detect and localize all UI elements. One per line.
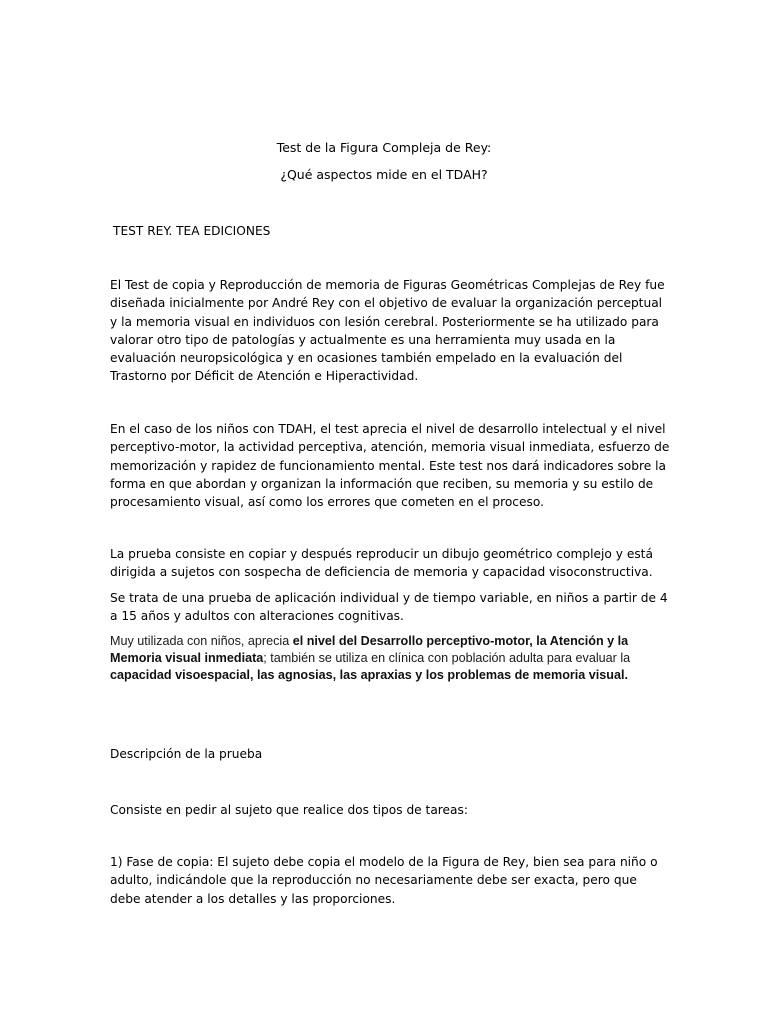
intro-paragraph: El Test de copia y Reproducción de memoria de Figuras Geométricas Complejas de Rey fue diseñada inicialmente por André Rey con el objetivo de evaluar la organización perceptual y la memoria visual en individuos con lesión cerebral. Posteriormente se ha utilizado para valorar otro tipo de patologías y actualmente es una herramienta muy usada en la evaluación neuropsicológica y en ocasiones también empelado en la evaluación del Trastorno por Déficit de Atención e Hiperactividad. (110, 278, 665, 384)
document-title: Test de la Figura Compleja de Rey: (276, 140, 492, 155)
fase-copia-paragraph: 1) Fase de copia: El sujeto debe copia el modelo de la Figura de Rey, bien sea para niño o adulto, indicándole que la reproducción no necesariamente debe ser exacta, pero que debe atender a los detalles y las proporciones. (110, 855, 658, 906)
document-subtitle: ¿Qué aspectos mide en el TDAH? (280, 167, 488, 182)
utilizada-text-1: Muy utilizada con niños, aprecia (110, 634, 293, 648)
utilizada-bold-1: el nivel del Desarrollo perceptivo-motor, la Atención y la Memoria visual inmediata (110, 634, 629, 665)
aplicacion-paragraph: Se trata de una prueba de aplicación individual y de tiempo variable, en niños a partir de 4 a 15 años y adultos con alteraciones cognitivas. (110, 591, 668, 624)
prueba-paragraph: La prueba consiste en copiar y después reproducir un dibujo geométrico complejo y está dirigida a sujetos con sospecha de deficiencia de memoria y capacidad visoconstructiva. (110, 547, 653, 580)
utilizada-paragraph (110, 633, 675, 684)
consiste-line: Consiste en pedir al sujeto que realice dos tipos de tareas: (110, 803, 468, 817)
tdah-paragraph: En el caso de los niños con TDAH, el test aprecia el nivel de desarrollo intelectual y el nivel perceptivo-motor, la actividad perceptiva, atención, memoria visual inmediata, esfuerzo de memorización y rapidez de funcionamiento mental. Este test nos dará indicadores sobre la forma en que abordan y organizan la información que reciben, su memoria y su estilo de procesamiento visual, así como los errores que cometen en el proceso. (110, 422, 670, 510)
section-heading: Descripción de la prueba (110, 747, 263, 761)
publisher-heading: TEST REY. TEA EDICIONES (113, 224, 271, 238)
utilizada-text-2: ; también se utiliza en clínica con población adulta para evaluar la (263, 651, 631, 665)
utilizada-bold-2: capacidad visoespacial, las agnosias, las apraxias y los problemas de memoria visual. (110, 668, 628, 682)
